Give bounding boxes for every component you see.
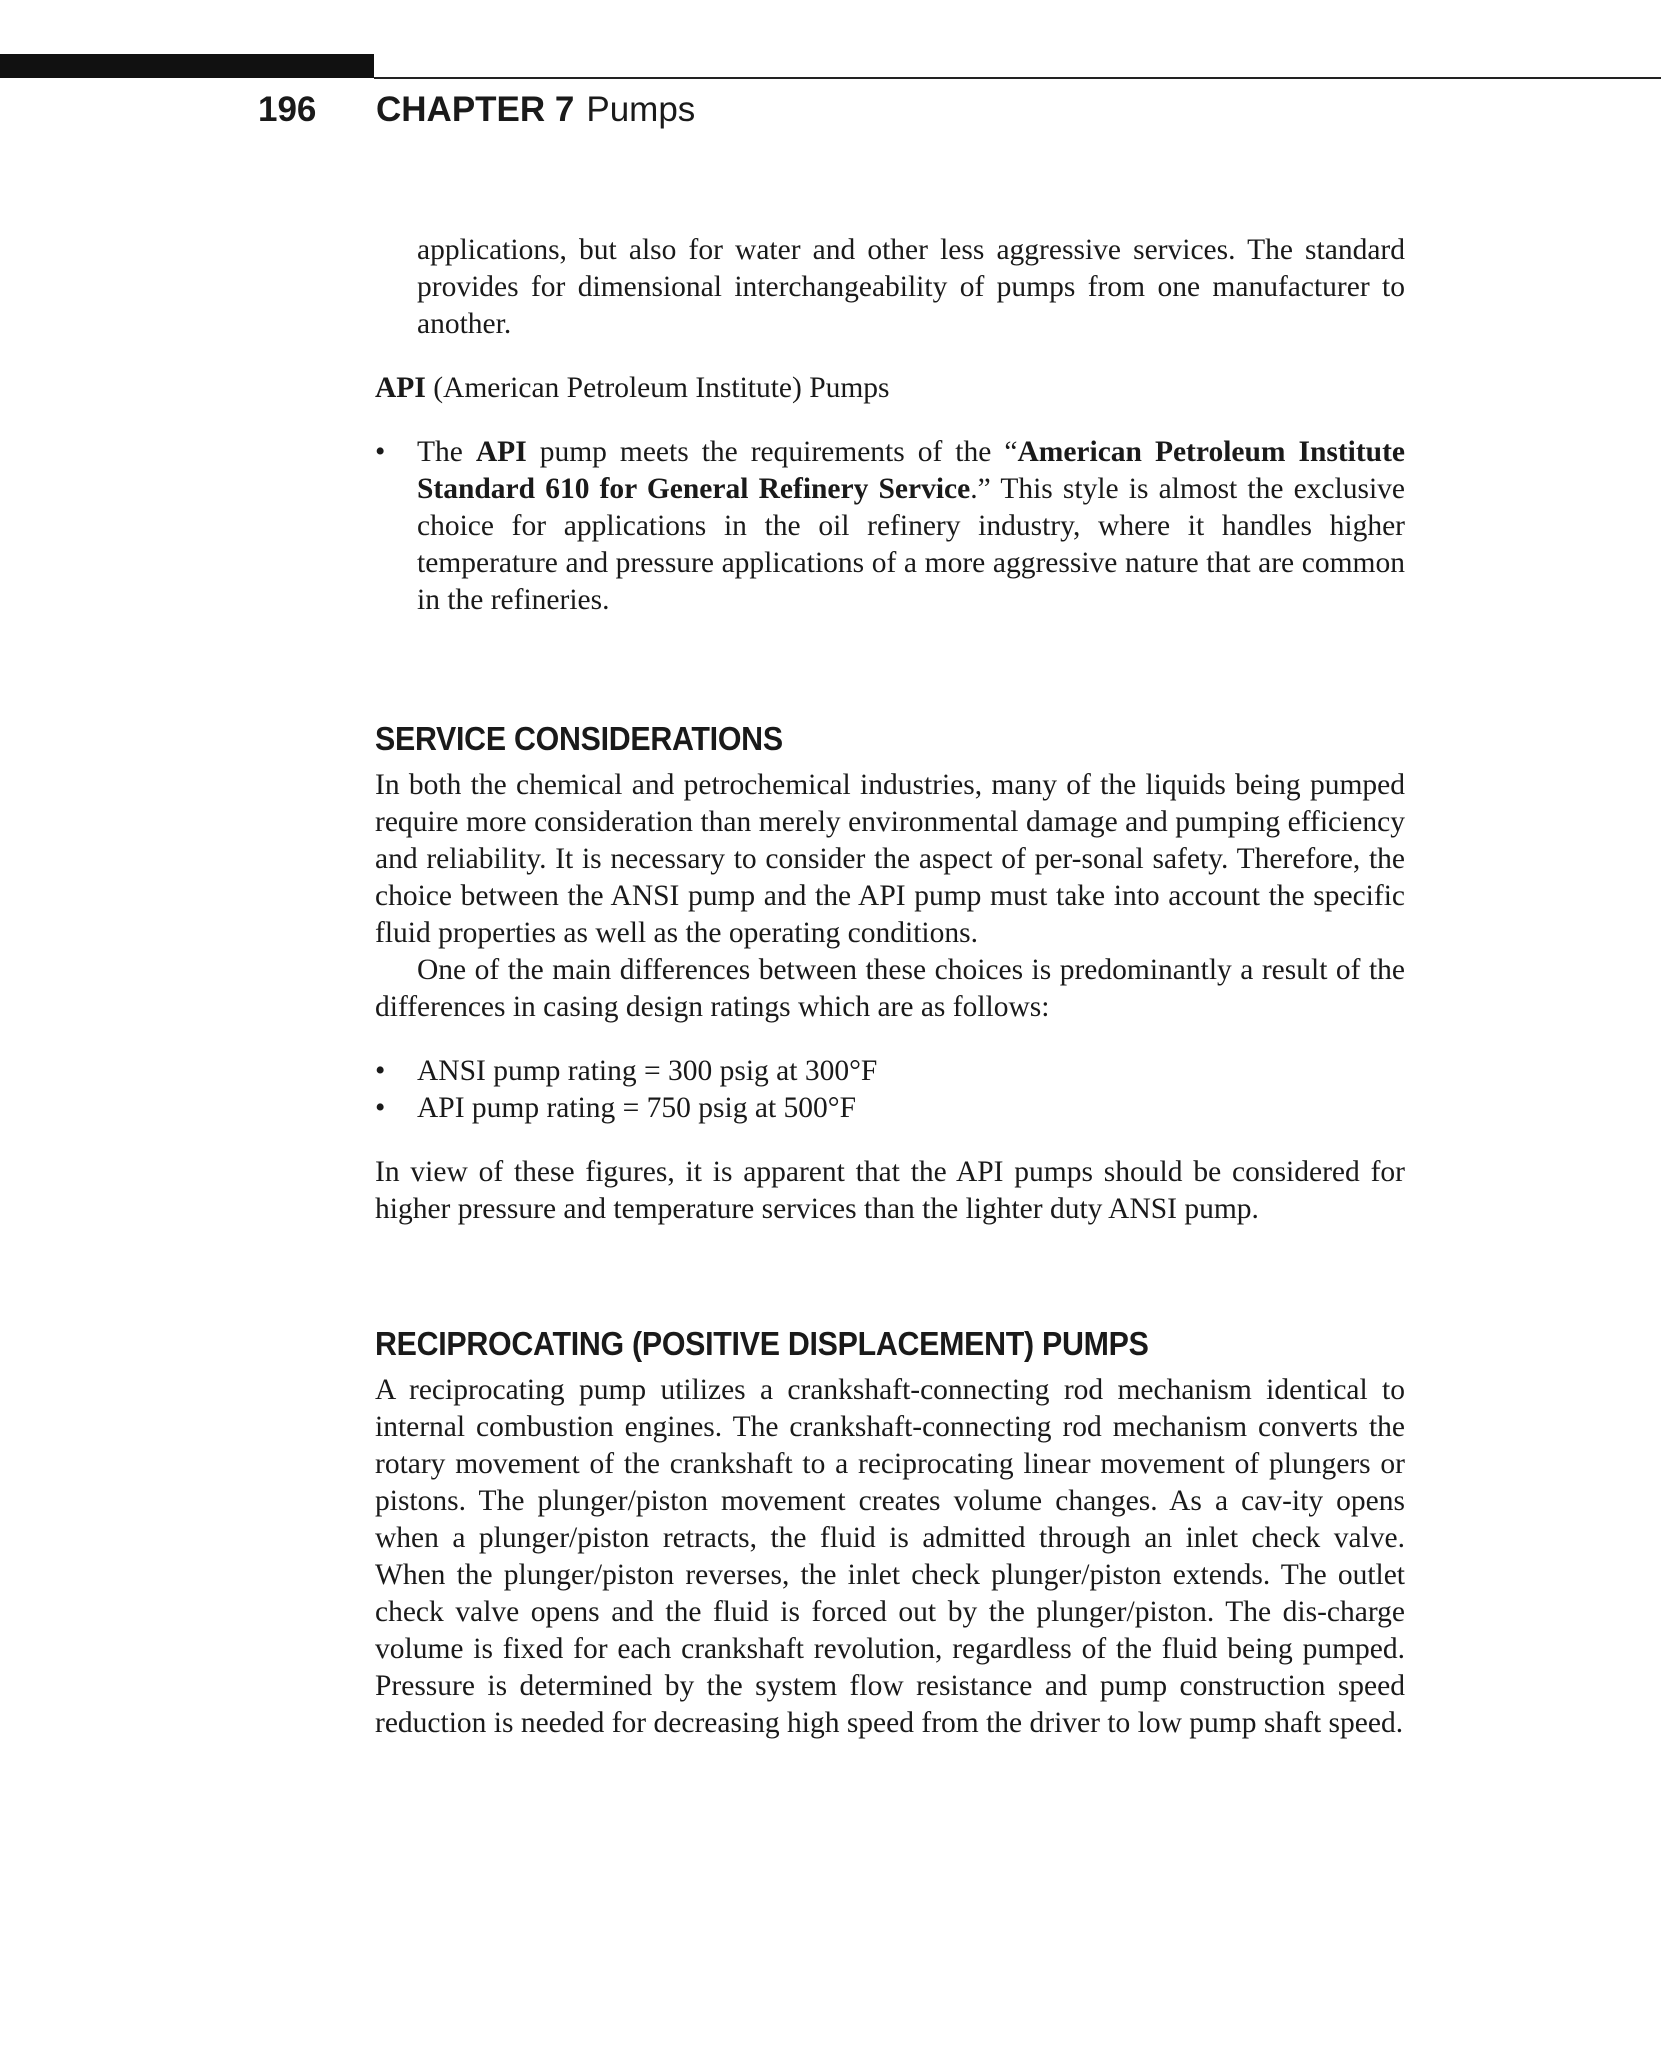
- intro-continuation: applications, but also for water and other less aggressive services. The standard provides for dimensional interchangeability of pumps from one manufacturer to another.: [417, 234, 1405, 340]
- api-bullet-text-3: .” This style is almost the exclusive choice for applications in the oil refinery industry, where it handles higher temperature and pressure applications of a more aggressive nature that are common in the refineries.: [417, 473, 1405, 616]
- api-subheading: [375, 370, 1405, 407]
- service-para-1: In both the chemical and petrochemical industries, many of the liquids being pumped require more consideration than merely environmental damage and pumping efficiency and reliability. It is necessary to consider the aspect of per-sonal safety. Therefore, the choice between the ANSI pump and the API pump must take into account the specific fluid properties as well as the operating conditions.: [375, 769, 1405, 949]
- page-number: 196: [258, 90, 317, 129]
- api-subheading-rest: (American Petroleum Institute) Pumps: [425, 372, 890, 404]
- ratings-list: [375, 1053, 1405, 1127]
- service-para-3: In view of these figures, it is apparent that the API pumps should be considered for higher pressure and temperature services than the lighter duty ANSI pump.: [375, 1156, 1405, 1225]
- running-head: [258, 86, 695, 134]
- api-bullet-text-1: The: [417, 436, 476, 468]
- api-bullet-bold-1: API: [475, 436, 527, 468]
- api-bullet: [375, 434, 1405, 619]
- api-bullet-bold-2: American Petroleum Institute Standard 610 for General Refinery Service: [417, 436, 1405, 505]
- api-bullet-list: [375, 434, 1405, 619]
- service-heading: SERVICE CONSIDERATIONS: [375, 720, 783, 757]
- header-bar: [0, 54, 374, 78]
- rating-item-api: • API pump rating = 750 psig at 500°F: [375, 1090, 1405, 1127]
- chapter-label: CHAPTER 7: [376, 90, 575, 129]
- reciprocating-heading: RECIPROCATING (POSITIVE DISPLACEMENT) PUMPS: [375, 1325, 1149, 1362]
- api-subheading-bold: API: [375, 372, 426, 404]
- service-para-2: One of the main differences between these choices is predominantly a result of the differences in casing design ratings which are as follows:: [375, 954, 1405, 1023]
- rating-item-ansi: • ANSI pump rating = 300 psig at 300°F: [375, 1053, 1405, 1090]
- reciprocating-para-1: A reciprocating pump utilizes a crankshaft-connecting rod mechanism identical to internal combustion engines. The crankshaft-connecting rod mechanism converts the rotary movement of the crankshaft to a reciprocating linear movement of plungers or pistons. The plunger/piston movement creates volume changes. As a cav-ity opens when a plunger/piston retracts, the fluid is admitted through an inlet check valve. When the plunger/piston reverses, the inlet check plunger/piston extends. The outlet check valve opens and the fluid is forced out by the plunger/piston. The dis-charge volume is fixed for each crankshaft revolution, regardless of the fluid being pumped. Pressure is determined by the system flow resistance and pump construction speed reduction is needed for decreasing high speed from the driver to low pump shaft speed.: [375, 1374, 1405, 1739]
- page-content: [375, 232, 1405, 1742]
- api-bullet-text-2: pump meets the requirements of the “: [526, 436, 1018, 468]
- chapter-title: Pumps: [586, 90, 696, 129]
- header-rule: [374, 77, 1661, 79]
